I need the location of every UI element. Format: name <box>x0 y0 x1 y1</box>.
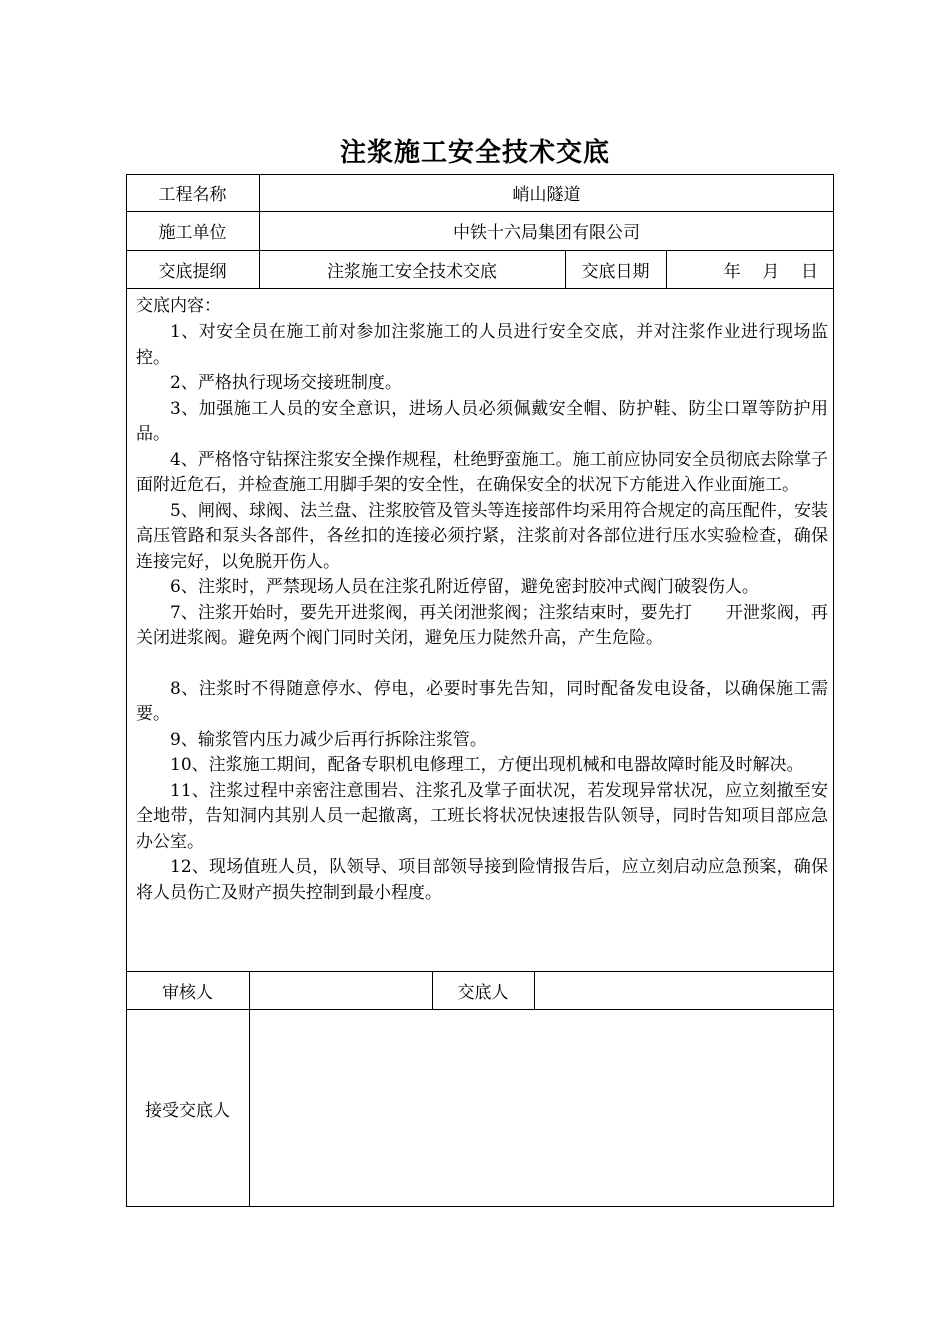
outline-label: 交底提纲 <box>158 261 227 282</box>
receiver-signature-field[interactable] <box>249 1009 834 1207</box>
content-item: 6、注浆时，严禁现场人员在注浆孔附近停留，避免密封胶冲式阀门破裂伤人。 <box>170 577 759 597</box>
content-item: 3、加强施工人员的安全意识，进场人员必须佩戴安全帽、防护鞋、防尘口罩等防护用品。 <box>136 398 828 444</box>
disclosure-date-value: 年 月 日 <box>723 261 818 282</box>
content-item: 2、严格执行现场交接班制度。 <box>170 373 402 393</box>
row-divider <box>126 288 834 289</box>
project-name-label: 工程名称 <box>158 185 227 205</box>
receiver-label: 接受交底人 <box>145 1100 230 1121</box>
discloser-signature-field[interactable] <box>534 971 834 1009</box>
content-item: 11、注浆过程中亲密注意围岩、注浆孔及掌子面状况，若发现异常状况，应立刻撤至安全地带，告知洞内其别人员一起撤离，工班长将状况快速报告队领导，同时告知项目部应急办公室。 <box>136 780 828 852</box>
content-item: 1、对安全员在施工前对参加注浆施工的人员进行安全交底，并对注浆作业进行现场监控。 <box>136 322 828 368</box>
content-label: 交底内容： <box>136 296 221 316</box>
content-item: 10、注浆施工期间，配备专职机电修理工，方便出现机械和电器故障时能及时解决。 <box>170 755 804 775</box>
reviewer-signature-field[interactable] <box>249 971 432 1009</box>
content-body <box>136 320 828 906</box>
content-item: 8、注浆时不得随意停水、停电，必要时事先告知，同时配备发电设备，以确保施工需要。 <box>136 678 828 724</box>
disclosure-date-label: 交底日期 <box>581 261 650 282</box>
content-item: 5、闸阀、球阀、法兰盘、注浆胶管及管头等连接部件均采用符合规定的高压配件，安装高压管路和泵头各部件，各丝扣的连接必须拧紧，注浆前对各部位进行压水实验检查，确保连接完好，以免脱开伤人。 <box>136 500 828 572</box>
content-item: 4、严格恪守钻探注浆安全操作规程，杜绝野蛮施工。施工前应协同安全员彻底去除掌子面附近危石，并检查施工用脚手架的安全性，在确保安全的状况下方能进入作业面施工。 <box>136 449 828 495</box>
content-item: 9、输浆管内压力减少后再行拆除注浆管。 <box>170 729 487 750</box>
discloser-label: 交底人 <box>457 982 509 1003</box>
document-title: 注浆施工安全技术交底 <box>339 138 610 168</box>
reviewer-label: 审核人 <box>162 982 213 1003</box>
content-item: 7、注浆开始时，要先开进浆阀，再关闭泄浆阀；注浆结束时，要先打 开泄浆阀，再关闭进浆阀。避免两个阀门同时关闭，避免压力陡然升高，产生危险。 <box>136 602 828 648</box>
construction-unit-value: 中铁十六局集团有限公司 <box>453 223 640 243</box>
project-name-value: 峭山隧道 <box>512 185 581 205</box>
outline-value: 注浆施工安全技术交底 <box>327 261 497 282</box>
content-item: 12、现场值班人员，队领导、项目部领导接到险情报告后，应立刻启动应急预案，确保将人员伤亡及财产损失控制到最小程度。 <box>136 857 828 903</box>
construction-unit-label: 施工单位 <box>158 223 227 243</box>
